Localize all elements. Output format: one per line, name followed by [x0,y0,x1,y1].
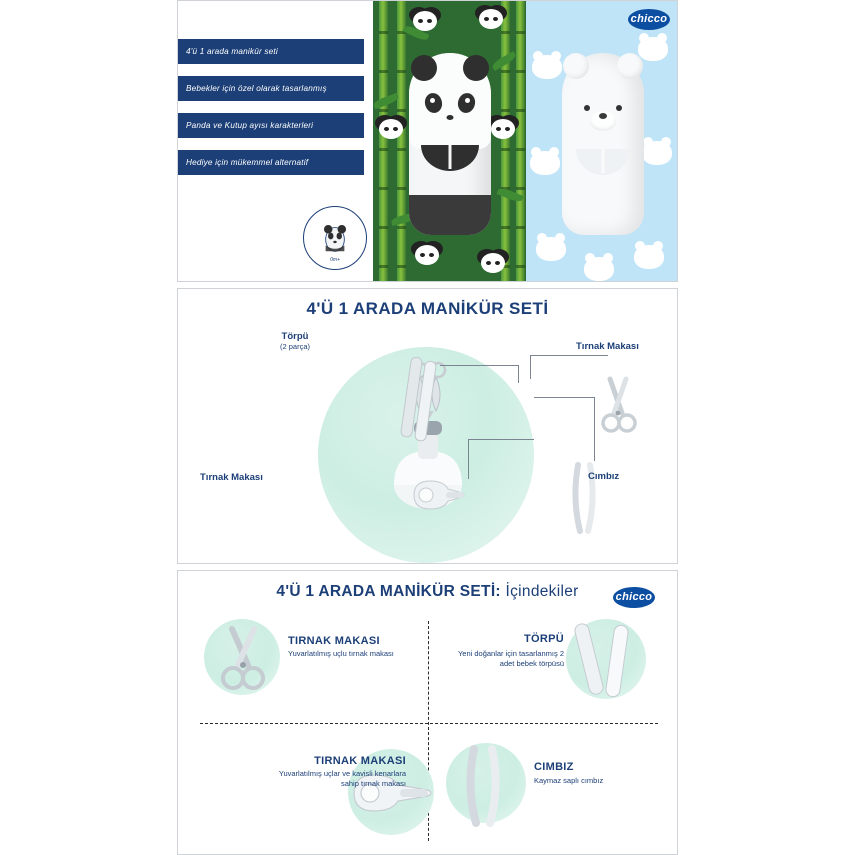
leader-line [518,365,519,383]
panel-set-overview [177,288,678,564]
polar-bear-scene-image [526,1,678,282]
content-desc: Kaymaz saplı cımbız [534,776,604,785]
panel-contents [177,570,678,855]
callout-clipper: Tırnak Makası [200,472,263,483]
content-title: TIRNAK MAKASI [314,755,406,767]
feature-bullet: Panda ve Kutup ayısı karakterleri [177,113,364,138]
nail-scissors-icon [208,621,278,695]
leader-line [468,439,534,440]
content-title: CIMBIZ [534,761,574,773]
feature-bullet: Hediye için mükemmel alternatif [177,150,364,175]
feature-bullet-list [177,39,364,187]
age-seal-text: 0m+ [330,257,340,263]
content-desc: Yeni doğanlar için tasarlanmış 2 adet bebek törpüsü [457,649,564,669]
leader-line [530,355,608,356]
nail-file-icon [570,617,650,703]
callout-tweezers: Cımbız [588,471,620,482]
polar-bear-manicure-case [562,53,644,235]
leader-line [530,355,531,379]
feature-bullet: 4'ü 1 arada manikür seti [177,39,364,64]
chicco-logo: chicco [613,587,655,608]
panel2-title: 4'Ü 1 ARADA MANİKÜR SETİ [306,299,549,318]
feature-bullets-column [178,1,373,281]
leader-line [440,365,518,366]
leader-line [468,439,469,479]
horizontal-divider [200,723,658,724]
content-desc: Yuvarlatılmış uçlu tırnak makası [288,649,394,658]
nail-clipper-icon [406,469,468,521]
leader-line [594,397,595,461]
age-seal-badge [303,206,367,270]
panel-features [177,0,678,282]
nail-scissors-icon [596,369,640,439]
callout-file: Törpü (2 parça) [279,331,310,351]
leader-line [534,397,594,398]
panda-scene-image [373,1,526,282]
feature-bullet: Bebekler için özel olarak tasarlanmış [177,76,364,101]
nail-file-icon [400,351,440,446]
content-title: TIRNAK MAKASI [288,635,380,647]
panel3-title: 4'Ü 1 ARADA MANİKÜR SETİ: İçindekiler [276,583,579,600]
callout-scissors: Tırnak Makası [576,341,639,352]
tweezers-icon [454,743,514,829]
panda-manicure-case [409,53,491,235]
content-title: TÖRPÜ [524,633,564,645]
panda-seal-icon [318,219,352,253]
content-desc: Yuvarlatılmış uçlar ve kavisli kenarlara sahip tırnak makası [278,769,406,789]
chicco-logo: chicco [628,9,670,30]
